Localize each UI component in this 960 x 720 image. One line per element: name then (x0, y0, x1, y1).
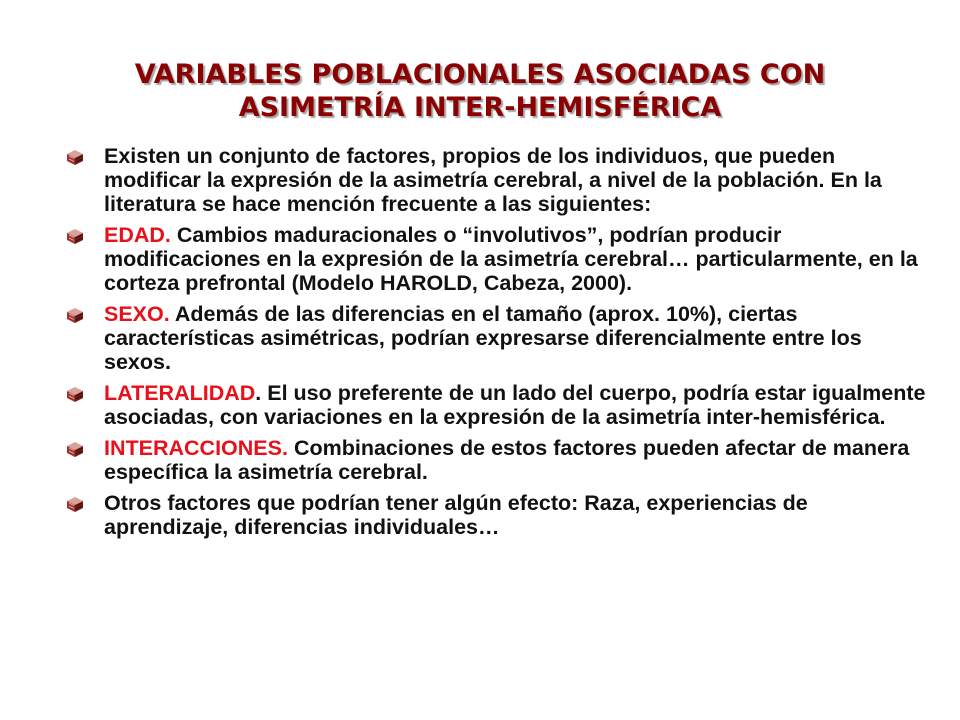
textured-square-bullet-icon (66, 495, 84, 513)
textured-square-bullet-icon (66, 306, 84, 324)
bullet-text: . El uso preferente de un lado del cuerpo, podría estar igualmente asociadas, con variaciones en la expresión de la asimetría inter-hemisférica. (104, 381, 926, 429)
bullet-list (66, 144, 926, 546)
textured-square-bullet-icon (66, 148, 84, 166)
bullet-item-edad (66, 223, 926, 295)
textured-square-bullet-icon (66, 440, 84, 458)
bullet-item-lateralidad (66, 381, 926, 429)
bullet-text: Existen un conjunto de factores, propios de los individuos, que pueden modificar la expresión de la asimetría cerebral, a nivel de la población. En la literatura se hace mención frecuente a las siguientes: (104, 144, 882, 216)
bullet-keyword: EDAD. (104, 223, 171, 247)
bullet-item-intro (66, 144, 926, 216)
bullet-text: Además de las diferencias en el tamaño (aprox. 10%), ciertas características asimétricas, podrían expresarse diferencialmente entre los sexos. (104, 302, 862, 374)
bullet-item-interacciones (66, 436, 926, 484)
slide-title-line-2: ASIMETRÍA INTER-HEMISFÉRICA (238, 92, 722, 123)
bullet-keyword: SEXO. (104, 302, 170, 326)
slide-title (60, 58, 900, 124)
bullet-item-otros (66, 491, 926, 539)
bullet-text: Cambios maduracionales o “involutivos”, podrían producir modificaciones en la expresión de la asimetría cerebral… particularmente, en la corteza prefrontal (Modelo HAROLD, Cabeza, 2000). (104, 223, 918, 295)
bullet-keyword: LATERALIDAD (104, 381, 256, 405)
bullet-text: Otros factores que podrían tener algún efecto: Raza, experiencias de aprendizaje, diferencias individuales… (104, 491, 808, 539)
textured-square-bullet-icon (66, 227, 84, 245)
textured-square-bullet-icon (66, 385, 84, 403)
bullet-keyword: INTERACCIONES. (104, 436, 288, 460)
bullet-text: Combinaciones de estos factores pueden afectar de manera específica la asimetría cerebral. (104, 436, 910, 484)
slide-title-line-1: VARIABLES POBLACIONALES ASOCIADAS CON (134, 59, 826, 90)
bullet-item-sexo (66, 302, 926, 374)
